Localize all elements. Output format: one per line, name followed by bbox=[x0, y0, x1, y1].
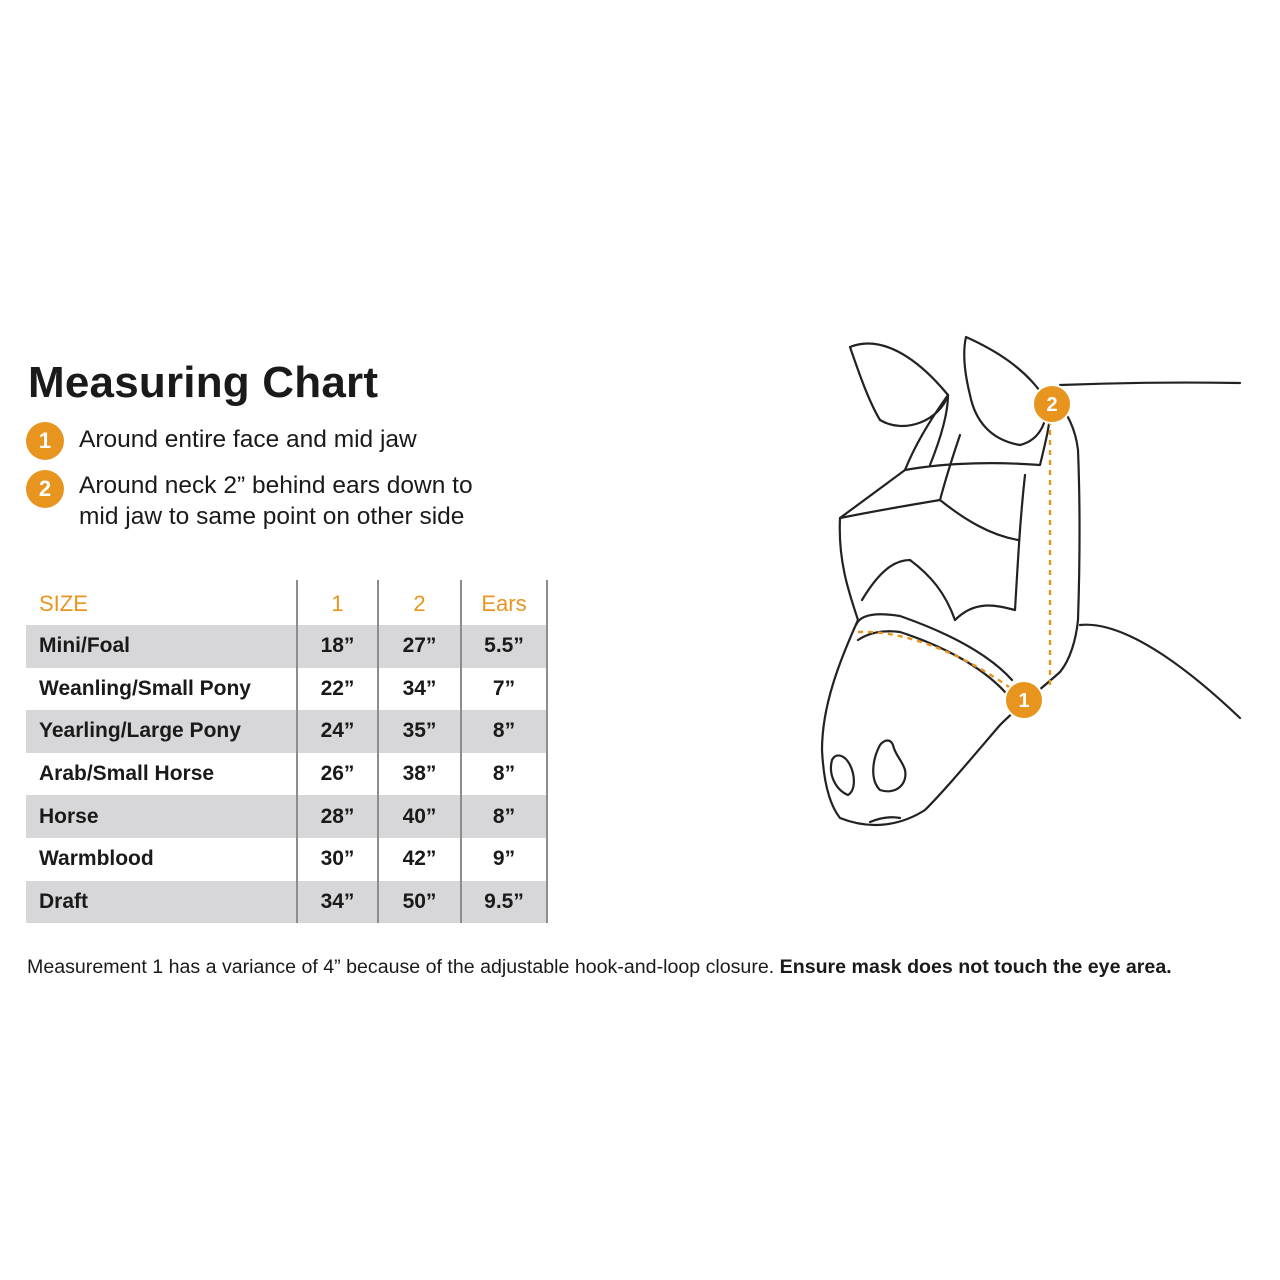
ears-cell: 5.5” bbox=[460, 625, 548, 668]
measurement-2-cell: 27” bbox=[377, 625, 460, 668]
nostril-right bbox=[873, 740, 905, 791]
size-cell: Weanling/Small Pony bbox=[39, 676, 251, 700]
measurement-2-cell: 38” bbox=[377, 753, 460, 796]
size-cell: Warmblood bbox=[39, 847, 154, 871]
measurement-1-cell: 22” bbox=[296, 668, 377, 711]
pin-2 bbox=[1033, 385, 1071, 423]
ears-cell: 8” bbox=[460, 795, 548, 838]
mask-seam-eye bbox=[862, 560, 955, 620]
header-size: SIZE bbox=[39, 590, 88, 616]
ears-cell: 9” bbox=[460, 838, 548, 881]
note-regular: Measurement 1 has a variance of 4” because of the adjustable hook-and-loop closure. bbox=[27, 956, 775, 978]
measurement-1-cell: 18” bbox=[296, 625, 377, 668]
size-cell: Horse bbox=[26, 795, 296, 838]
mask-seam-mid bbox=[840, 500, 1018, 540]
header-measurement-2: 2 bbox=[377, 580, 460, 625]
neck-bottom-line bbox=[1080, 625, 1240, 718]
measurement-2-cell: 40” bbox=[377, 795, 460, 838]
legend-line: Around entire face and mid jaw bbox=[79, 426, 417, 453]
mask-seam-forehead bbox=[940, 435, 960, 500]
measurement-1-cell: 30” bbox=[296, 838, 377, 881]
table-row bbox=[26, 838, 548, 881]
size-cell: Mini/Foal bbox=[26, 625, 296, 668]
table-row bbox=[26, 795, 548, 838]
legend-text-2 bbox=[79, 470, 473, 532]
nostril-left bbox=[831, 755, 854, 795]
noseband-upper bbox=[856, 614, 1012, 680]
badge-1: 1 bbox=[26, 422, 64, 460]
table-header-row bbox=[26, 580, 548, 625]
pin-1-label: 1 bbox=[1018, 690, 1030, 712]
measurement-2-cell: 42” bbox=[377, 838, 460, 881]
pin-2-label: 2 bbox=[1046, 394, 1058, 416]
table-row bbox=[26, 668, 548, 711]
legend-line: mid jaw to same point on other side bbox=[79, 503, 465, 530]
measurement-1-cell: 28” bbox=[296, 795, 377, 838]
measurement-note bbox=[27, 954, 1172, 980]
size-cell: Draft bbox=[26, 881, 296, 924]
header-measurement-1: 1 bbox=[296, 580, 377, 625]
measurement-2-cell: 34” bbox=[377, 668, 460, 711]
measurement-2-cell: 35” bbox=[377, 710, 460, 753]
neck-top-line bbox=[1060, 383, 1240, 385]
table-row bbox=[26, 625, 548, 668]
measurement-1-cell: 26” bbox=[296, 753, 377, 796]
noseband-lower bbox=[858, 631, 1005, 692]
page-title: Measuring Chart bbox=[28, 358, 379, 407]
header-ears: Ears bbox=[460, 580, 548, 625]
table-row bbox=[26, 881, 548, 924]
table-row bbox=[26, 710, 548, 753]
legend-line: Around neck 2” behind ears down to bbox=[79, 472, 473, 499]
ears-cell: 7” bbox=[460, 668, 548, 711]
measurement-1-cell: 24” bbox=[296, 710, 377, 753]
size-cell: Yearling/Large Pony bbox=[26, 710, 296, 753]
measurement-2-cell: 50” bbox=[377, 881, 460, 924]
mouth-line bbox=[870, 817, 900, 822]
size-table bbox=[26, 580, 548, 923]
legend-item-1 bbox=[26, 422, 417, 460]
mask-seam-ear bbox=[930, 395, 948, 465]
legend-text-1 bbox=[79, 424, 417, 455]
legend-item-2 bbox=[26, 470, 473, 532]
size-cell: Arab/Small Horse bbox=[39, 762, 215, 786]
right-ear bbox=[964, 337, 1046, 445]
table-row bbox=[26, 753, 548, 796]
ears-cell: 8” bbox=[460, 710, 548, 753]
badge-2: 2 bbox=[26, 470, 64, 508]
ears-cell: 8” bbox=[460, 753, 548, 796]
left-ear bbox=[850, 344, 948, 426]
mask-seam-cheek bbox=[955, 475, 1025, 620]
ears-cell: 9.5” bbox=[460, 881, 548, 924]
pin-1 bbox=[1005, 681, 1043, 719]
horse-head-diagram bbox=[800, 320, 1260, 840]
note-bold: Ensure mask does not touch the eye area. bbox=[779, 956, 1172, 978]
measurement-1-cell: 34” bbox=[296, 881, 377, 924]
